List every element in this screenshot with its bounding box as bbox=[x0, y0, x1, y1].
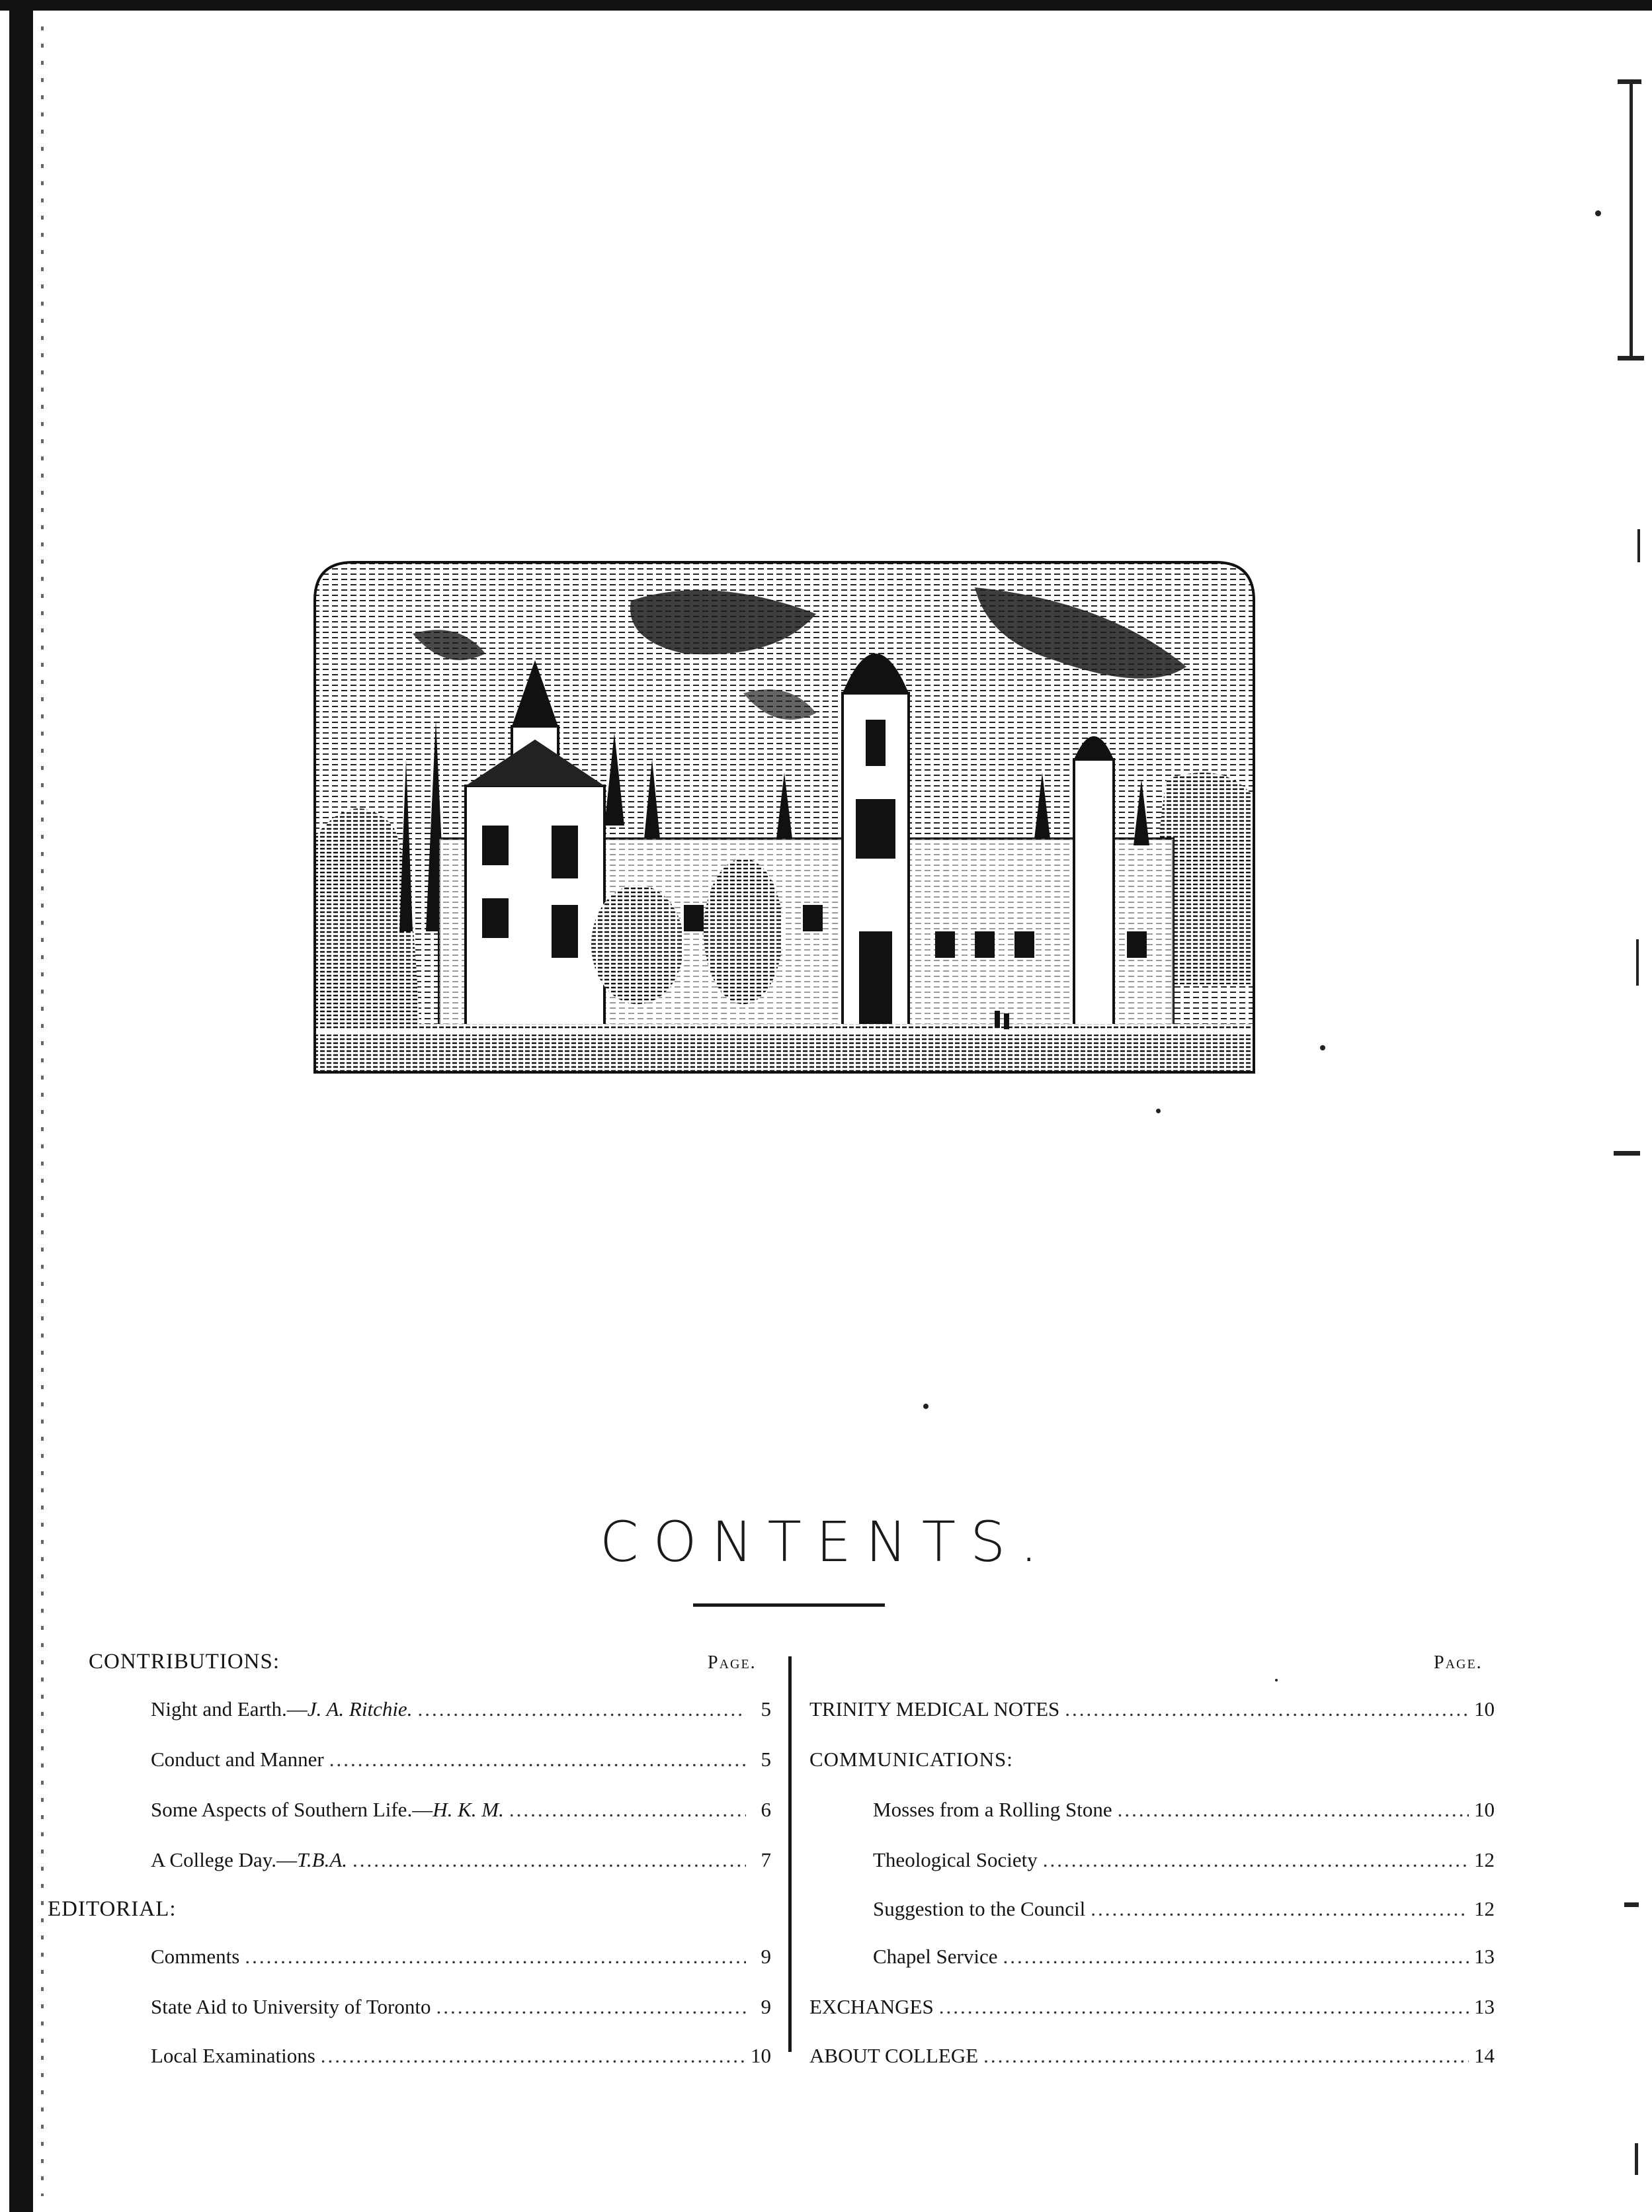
entry-title: Mosses from a Rolling Stone bbox=[873, 1798, 1112, 1821]
section-contributions: CONTRIBUTIONS: bbox=[89, 1650, 280, 1674]
dot-leader bbox=[939, 1995, 1469, 2019]
scan-right-edge-mark bbox=[1624, 1902, 1639, 1907]
entry-page: 7 bbox=[761, 1848, 771, 1871]
entry-page: 6 bbox=[761, 1798, 771, 1821]
section-editorial: EDITORIAL: bbox=[48, 1897, 177, 1921]
column-divider bbox=[788, 1656, 792, 2052]
entry-title: A College Day.— bbox=[151, 1848, 297, 1871]
scan-right-edge-mark bbox=[1637, 529, 1640, 562]
scan-left-border bbox=[9, 11, 33, 2212]
toc-entry[interactable] bbox=[151, 1848, 771, 1877]
toc-entry[interactable] bbox=[873, 1848, 1495, 1877]
scan-right-edge-mark bbox=[1636, 939, 1639, 986]
scan-right-edge-mark bbox=[1635, 2143, 1638, 2175]
toc-entry[interactable] bbox=[873, 1897, 1495, 1926]
toc-entry[interactable] bbox=[809, 2044, 1495, 2073]
entry-title: Comments bbox=[151, 1945, 240, 1968]
entry-title: Conduct and Manner bbox=[151, 1748, 324, 1771]
dot-leader bbox=[1065, 1697, 1469, 1721]
contents-heading: CONTENTS. bbox=[599, 1510, 1053, 1574]
page-column-header: Page. bbox=[708, 1652, 757, 1673]
entry-title: State Aid to University of Toronto bbox=[151, 1995, 431, 2018]
entry-title: Suggestion to the Council bbox=[873, 1897, 1086, 1920]
entry-title: Some Aspects of Southern Life.— bbox=[151, 1798, 433, 1821]
dot-leader bbox=[1043, 1848, 1469, 1872]
entry-page: 10 bbox=[1474, 1798, 1495, 1821]
dot-leader bbox=[321, 2044, 745, 2068]
scan-speck bbox=[923, 1404, 929, 1409]
dot-leader bbox=[245, 1945, 746, 1969]
heading-rule bbox=[693, 1603, 885, 1607]
dot-leader bbox=[1003, 1945, 1469, 1969]
section-communications: COMMUNICATIONS: bbox=[809, 1748, 1013, 1771]
entry-page: 13 bbox=[1474, 1945, 1495, 1968]
entry-title: ABOUT COLLEGE bbox=[809, 2044, 979, 2067]
entry-page: 12 bbox=[1474, 1848, 1495, 1871]
college-engraving bbox=[313, 561, 1255, 1074]
entry-page: 12 bbox=[1474, 1897, 1495, 1920]
dot-leader bbox=[352, 1848, 746, 1872]
toc-entry[interactable] bbox=[873, 1945, 1495, 1974]
scan-right-edge-mark bbox=[1618, 79, 1641, 84]
toc-entry[interactable] bbox=[151, 1995, 771, 2024]
entry-title: Chapel Service bbox=[873, 1945, 998, 1968]
scan-speck bbox=[1320, 1045, 1325, 1050]
entry-title: EXCHANGES bbox=[809, 1995, 934, 2018]
dot-leader bbox=[329, 1748, 746, 1771]
entry-title: Theological Society bbox=[873, 1848, 1038, 1871]
toc-entry[interactable] bbox=[151, 1945, 771, 1974]
entry-page: 13 bbox=[1474, 1995, 1495, 2018]
entry-page: 5 bbox=[761, 1697, 771, 1721]
entry-page: 9 bbox=[761, 1995, 771, 2018]
entry-title: TRINITY MEDICAL NOTES bbox=[809, 1697, 1060, 1721]
scan-speck bbox=[1595, 210, 1601, 216]
dot-leader bbox=[1118, 1798, 1469, 1822]
scan-right-edge-mark bbox=[1614, 1151, 1640, 1156]
scan-top-border bbox=[0, 0, 1652, 11]
entry-author: J. A. Ritchie. bbox=[307, 1697, 413, 1721]
entry-author: H. K. M. bbox=[433, 1798, 504, 1821]
toc-entry[interactable] bbox=[151, 1748, 771, 1777]
scan-speck bbox=[1275, 1679, 1278, 1681]
entry-page: 10 bbox=[751, 2044, 771, 2067]
dot-leader bbox=[509, 1798, 746, 1822]
dot-leader bbox=[983, 2044, 1469, 2068]
toc-entry[interactable] bbox=[809, 1697, 1495, 1726]
entry-title: Local Examinations bbox=[151, 2044, 315, 2067]
toc-entry[interactable] bbox=[151, 1697, 771, 1726]
dot-leader bbox=[417, 1697, 746, 1721]
entry-page: 9 bbox=[761, 1945, 771, 1968]
toc-entry[interactable] bbox=[151, 2044, 771, 2073]
toc-entry[interactable] bbox=[151, 1798, 771, 1827]
scan-speck bbox=[1156, 1109, 1161, 1113]
entry-page: 14 bbox=[1474, 2044, 1495, 2067]
dot-leader bbox=[436, 1995, 746, 2019]
scan-right-edge-mark bbox=[1618, 356, 1644, 361]
dot-leader bbox=[1091, 1897, 1469, 1921]
page-column-header: Page. bbox=[1434, 1652, 1483, 1673]
scan-left-dots bbox=[41, 26, 44, 2196]
entry-author: T.B.A. bbox=[296, 1848, 348, 1871]
entry-title: Night and Earth.— bbox=[151, 1697, 308, 1721]
entry-page: 10 bbox=[1474, 1697, 1495, 1721]
scan-right-edge-mark bbox=[1630, 79, 1633, 357]
toc-entry[interactable] bbox=[809, 1995, 1495, 2024]
entry-page: 5 bbox=[761, 1748, 771, 1771]
toc-entry[interactable] bbox=[873, 1798, 1495, 1827]
